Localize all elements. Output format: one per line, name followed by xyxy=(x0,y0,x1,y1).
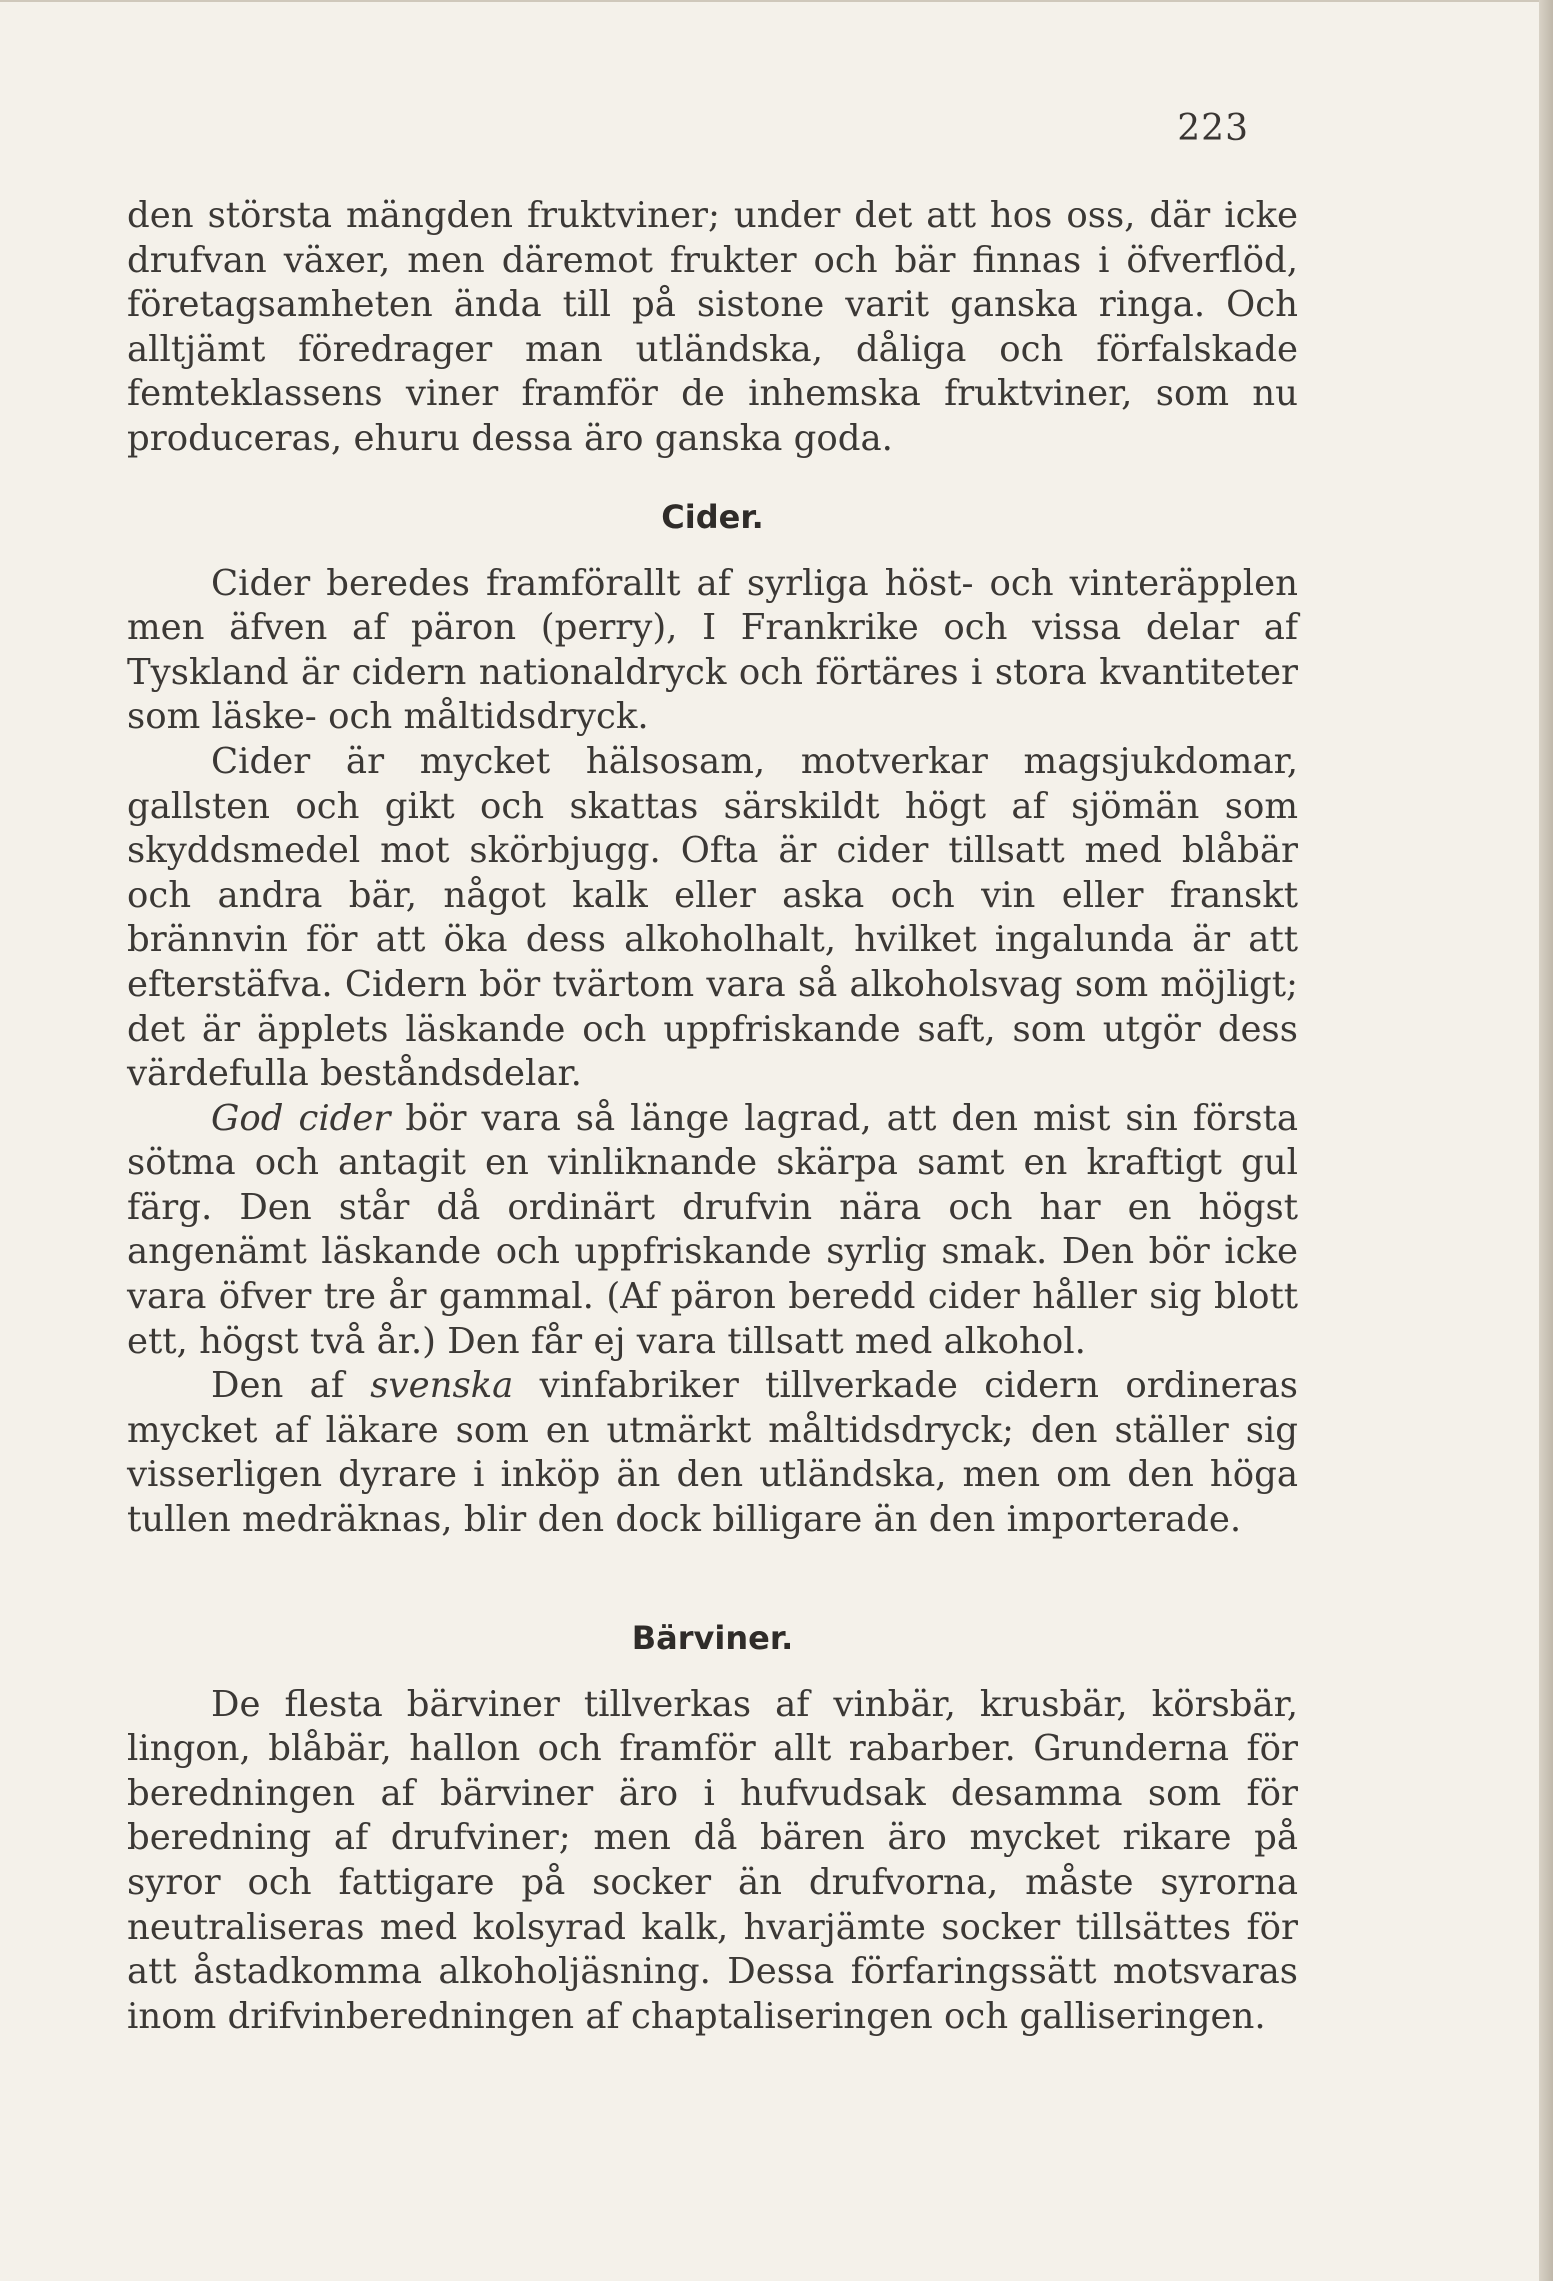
page-number: 223 xyxy=(1177,108,1249,149)
cider-paragraph-4-text: vinfabriker tillverkade cidern ordineras mycket af läkare som en utmärkt måltidsdryck; den ställer sig visserligen dyrare i inköp än den utländska, men om den höga tullen medräknas, blir den dock billigare än den importerade. xyxy=(127,1365,1298,1541)
intro-paragraph: den största mängden fruktviner; under det att hos oss, där icke drufvan växer, men däremot frukter och bär finnas i öfverflöd, företagsamheten ända till på sistone varit ganska ringa. Och alltjämt föredrager man utländska, dåliga och förfalskade femteklassens viner framför de inhemska fruktviner, som nu produceras, ehuru dessa äro ganska goda. xyxy=(127,195,1298,459)
cider-paragraph-3-text: bör vara så länge lagrad, att den mist sin första sötma och antagit en vinliknande skärpa samt en kraftigt gul färg. Den står då ordinärt drufvin nära och har en högst angenämt läskande och uppfriskande syrlig smak. Den bör icke vara öfver tre år gammal. (Af päron beredd cider håller sig blott ett, högst två år.) Den får ej vara tillsatt med alkohol. xyxy=(127,1097,1298,1362)
cider-paragraph-4-start: Den af xyxy=(211,1365,371,1407)
cider-term-god-cider: God cider xyxy=(211,1097,391,1139)
page-top-edge xyxy=(0,0,1553,2)
barviner-paragraph-1: De flesta bärviner tillverkas af vinbär, krusbär, körsbär, lingon, blåbär, hallon och framför allt rabarber. Grunderna för beredningen af bärviner äro i hufvudsak desamma som för beredning af drufviner; men då bären äro mycket rikare på syror och fattigare på socker än drufvorna, måste syrorna neutraliseras med kolsyrad kalk, hvarjämte socker tillsättes för att åstadkomma alkoholjäsning. Dessa förfaringssätt motsvaras inom drifvinberedningen af chaptaliseringen och galliseringen. xyxy=(127,1683,1298,2037)
section-heading-barviner: Bärviner. xyxy=(631,1618,794,1657)
cider-paragraph-2: Cider är mycket hälsosam, motverkar magsjukdomar, gallsten och gikt och skattas särskildt högt af sjömän som skyddsmedel mot skörbjugg. Ofta är cider tillsatt med blåbär och andra bär, något kalk eller aska och vin eller franskt brännvin för att öka dess alkoholhalt, hvilket ingalunda är att efterstäfva. Cidern bör tvärtom vara så alkoholsvag som möjligt; det är äpplets läskande och uppfriskande saft, som utgör dess värdefulla beståndsdelar. xyxy=(127,740,1298,1095)
cider-paragraph-3 xyxy=(127,1097,1298,1365)
cider-term-svenska: svenska xyxy=(370,1365,514,1407)
body-text xyxy=(127,194,1298,2039)
section-heading-cider: Cider. xyxy=(661,497,764,536)
page-right-edge xyxy=(1539,0,1553,2281)
cider-paragraph-4 xyxy=(127,1364,1298,1542)
cider-paragraph-1: Cider beredes framförallt af syrliga höst- och vinteräpplen men äfven af päron (perry), I Frankrike och vissa delar af Tyskland är cidern nationaldryck och förtäres i stora kvantiteter som läske- och måltidsdryck. xyxy=(127,562,1298,738)
